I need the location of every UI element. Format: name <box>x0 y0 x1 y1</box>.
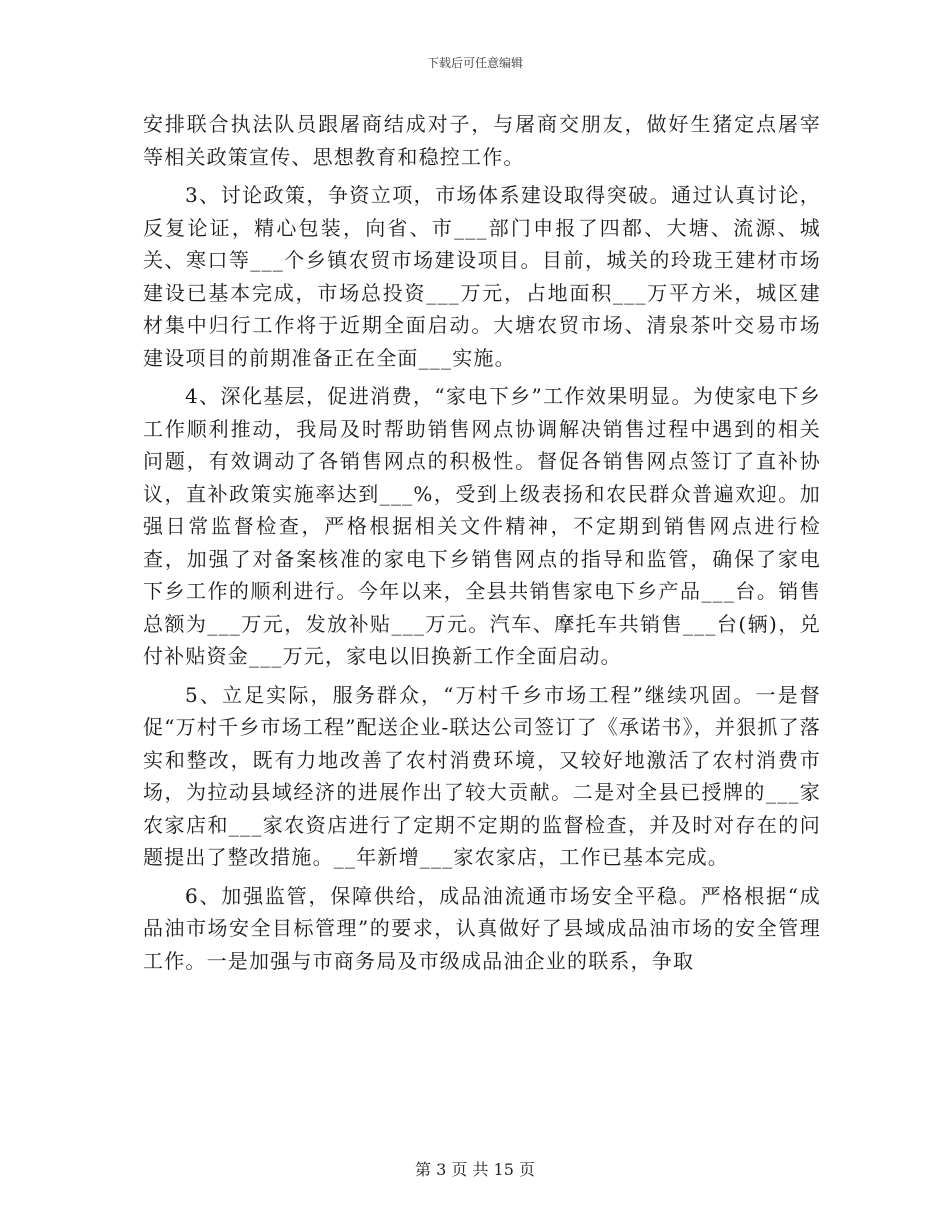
paragraph-item-5: 5、立足实际，服务群众，“万村千乡市场工程”继续巩固。一是督促“万村千乡市场工程”配送企业-联达公司签订了《承诺书》，并狠抓了落实和整改，既有力地改善了农村消费环境，又较好地激活了农村消费市场，为拉动县域经济的进展作出了较大贡献。二是对全县已授牌的___家农家店和___家农资店进行了定期不定期的监督检查，并及时对存在的问题提出了整改措施。__年新增___家农家店，工作已基本完成。 <box>143 682 822 869</box>
paragraph-item-6: 6、加强监管，保障供给，成品油流通市场安全平稳。严格根据“成品油市场安全目标管理”的要求，认真做好了县域成品油市场的安全管理工作。一是加强与市商务局及市级成品油企业的联系，争取 <box>143 883 821 973</box>
document-body <box>143 108 821 983</box>
page-header-note: 下载后可任意编辑 <box>426 56 523 70</box>
paragraph-item-4: 4、深化基层，促进消费，“家电下乡”工作效果明显。为使家电下乡工作顺利推动，我局及时帮助销售网点协调解决销售过程中遇到的相关问题，有效调动了各销售网点的积极性。督促各销售网点签订了直补协议，直补政策实施率达到___%，受到上级表扬和农民群众普遍欢迎。加强日常监督检查，严格根据相关文件精神，不定期到销售网点进行检查，加强了对备案核准的家电下乡销售网点的指导和监管，确保了家电下乡工作的顺利进行。今年以来，全县共销售家电下乡产品___台。销售总额为___万元，发放补贴___万元。汽车、摩托车共销售___台(辆)，兑付补贴资金___万元，家电以旧换新工作全面启动。 <box>143 384 821 668</box>
paragraph-item-3: 3、讨论政策，争资立项，市场体系建设取得突破。通过认真讨论，反复论证，精心包装，向省、市___部门申报了四都、大塘、流源、城关、寒口等___个乡镇农贸市场建设项目。目前，城关的玲珑王建材市场建设已基本完成，市场总投资___万元，占地面积___万平方米，城区建材集中归行工作将于近期全面启动。大塘农贸市场、清泉茶叶交易市场建设项目的前期准备正在全面___实施。 <box>143 183 821 370</box>
paragraph-continuation: 安排联合执法队员跟屠商结成对子，与屠商交朋友，做好生猪定点屠宰等相关政策宣传、思想教育和稳控工作。 <box>143 112 821 169</box>
page-number: 第 3 页 共 15 页 <box>415 1160 535 1179</box>
